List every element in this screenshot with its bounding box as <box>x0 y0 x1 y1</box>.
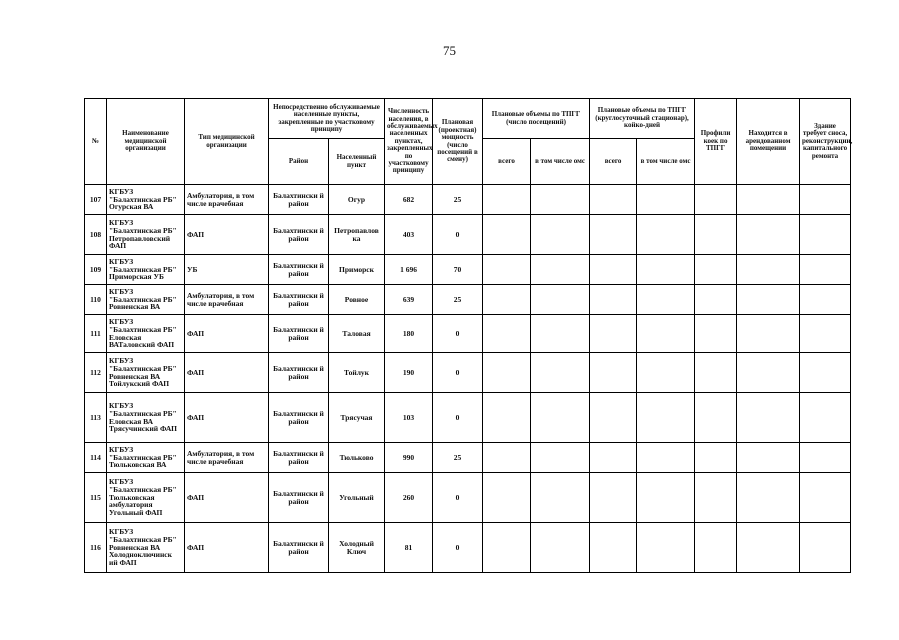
row-visits-oms <box>531 185 590 215</box>
row-visits-oms <box>531 315 590 353</box>
row-building <box>800 443 851 473</box>
row-leased <box>737 285 800 315</box>
row-district: Балахтински й район <box>269 443 329 473</box>
row-settlement: Тойлук <box>329 353 385 393</box>
row-population: 103 <box>385 393 433 443</box>
row-leased <box>737 255 800 285</box>
row-bed-profiles <box>695 523 737 573</box>
header-building: Здание требует сноса, реконструкции, капитального ремонта <box>800 99 851 185</box>
row-population: 403 <box>385 215 433 255</box>
row-visits-oms <box>531 473 590 523</box>
header-beds-oms: в том числе омс <box>637 139 695 185</box>
row-beds-total <box>590 393 637 443</box>
row-beds-oms <box>637 523 695 573</box>
row-population: 1 696 <box>385 255 433 285</box>
row-capacity: 0 <box>433 353 483 393</box>
header-settlement: Населенный пункт <box>329 139 385 185</box>
row-beds-total <box>590 315 637 353</box>
page-number: 75 <box>443 43 456 58</box>
table-row <box>85 215 851 255</box>
row-settlement: Приморск <box>329 255 385 285</box>
row-leased <box>737 523 800 573</box>
row-beds-total <box>590 285 637 315</box>
row-beds-oms <box>637 315 695 353</box>
row-visits-total <box>483 353 531 393</box>
row-district: Балахтински й район <box>269 215 329 255</box>
row-population: 260 <box>385 473 433 523</box>
row-building <box>800 353 851 393</box>
row-bed-profiles <box>695 215 737 255</box>
row-capacity: 25 <box>433 443 483 473</box>
row-district: Балахтински й район <box>269 393 329 443</box>
header-visits-total: всего <box>483 139 531 185</box>
row-org-type: ФАП <box>185 315 269 353</box>
table-row <box>85 523 851 573</box>
row-settlement: Трясучая <box>329 393 385 443</box>
row-leased <box>737 473 800 523</box>
row-leased <box>737 353 800 393</box>
row-org-name: КГБУЗ "Балахтинская РБ" Приморская УБ <box>107 255 185 285</box>
row-org-type: ФАП <box>185 473 269 523</box>
table-row <box>85 393 851 443</box>
row-num: 115 <box>85 473 107 523</box>
row-org-name: КГБУЗ "Балахтинская РБ" Тюльковская ВА <box>107 443 185 473</box>
table-row <box>85 285 851 315</box>
row-district: Балахтински й район <box>269 185 329 215</box>
row-bed-profiles <box>695 473 737 523</box>
row-visits-total <box>483 185 531 215</box>
row-capacity: 0 <box>433 393 483 443</box>
header-org-type: Тип медицинской организации <box>185 99 269 185</box>
row-visits-total <box>483 315 531 353</box>
row-num: 107 <box>85 185 107 215</box>
row-leased <box>737 185 800 215</box>
table-row <box>85 315 851 353</box>
row-capacity: 0 <box>433 523 483 573</box>
header-assigned-points: Непосредственно обслуживаемые населенные пункты, закрепленные по участковому принципу <box>269 99 385 139</box>
header-bed-profiles: Профили коек по ТПГГ <box>695 99 737 185</box>
table-row <box>85 473 851 523</box>
row-bed-profiles <box>695 353 737 393</box>
row-beds-total <box>590 185 637 215</box>
row-beds-oms <box>637 353 695 393</box>
header-district: Район <box>269 139 329 185</box>
row-org-type: УБ <box>185 255 269 285</box>
row-bed-profiles <box>695 393 737 443</box>
row-bed-profiles <box>695 285 737 315</box>
header-org-name: Наименование медицинской организации <box>107 99 185 185</box>
row-bed-profiles <box>695 185 737 215</box>
row-beds-oms <box>637 215 695 255</box>
row-building <box>800 255 851 285</box>
row-population: 81 <box>385 523 433 573</box>
row-capacity: 0 <box>433 315 483 353</box>
row-leased <box>737 315 800 353</box>
row-visits-total <box>483 255 531 285</box>
row-org-name: КГБУЗ "Балахтинская РБ" Еловская ВА Трясучинский ФАП <box>107 393 185 443</box>
row-visits-oms <box>531 255 590 285</box>
row-num: 109 <box>85 255 107 285</box>
row-population: 639 <box>385 285 433 315</box>
row-visits-total <box>483 523 531 573</box>
row-leased <box>737 393 800 443</box>
table-row <box>85 255 851 285</box>
row-leased <box>737 215 800 255</box>
header-num: № <box>85 99 107 185</box>
row-beds-total <box>590 353 637 393</box>
row-district: Балахтински й район <box>269 473 329 523</box>
row-org-name: КГБУЗ "Балахтинская РБ" Еловская ВАТаловский ФАП <box>107 315 185 353</box>
row-beds-total <box>590 215 637 255</box>
row-org-type: ФАП <box>185 215 269 255</box>
row-beds-total <box>590 255 637 285</box>
row-visits-oms <box>531 353 590 393</box>
header-beds-total: всего <box>590 139 637 185</box>
row-building <box>800 215 851 255</box>
row-visits-total <box>483 215 531 255</box>
row-num: 112 <box>85 353 107 393</box>
table-row <box>85 353 851 393</box>
row-bed-profiles <box>695 315 737 353</box>
row-building <box>800 285 851 315</box>
row-bed-profiles <box>695 255 737 285</box>
row-visits-oms <box>531 393 590 443</box>
row-num: 110 <box>85 285 107 315</box>
row-num: 108 <box>85 215 107 255</box>
row-capacity: 70 <box>433 255 483 285</box>
row-visits-oms <box>531 523 590 573</box>
table-row <box>85 443 851 473</box>
row-num: 111 <box>85 315 107 353</box>
row-visits-total <box>483 473 531 523</box>
row-settlement: Таловая <box>329 315 385 353</box>
row-org-name: КГБУЗ "Балахтинская РБ" Петропавловский ФАП <box>107 215 185 255</box>
row-capacity: 25 <box>433 185 483 215</box>
row-settlement: Холодный Ключ <box>329 523 385 573</box>
row-population: 682 <box>385 185 433 215</box>
row-building <box>800 185 851 215</box>
row-beds-oms <box>637 393 695 443</box>
row-district: Балахтински й район <box>269 255 329 285</box>
row-visits-total <box>483 443 531 473</box>
row-population: 990 <box>385 443 433 473</box>
row-visits-oms <box>531 285 590 315</box>
row-building <box>800 315 851 353</box>
row-building <box>800 523 851 573</box>
row-capacity: 0 <box>433 473 483 523</box>
row-beds-oms <box>637 473 695 523</box>
row-settlement: Огур <box>329 185 385 215</box>
header-capacity: Плановая (проектная) мощность (число посещений в смену) <box>433 99 483 185</box>
row-beds-oms <box>637 255 695 285</box>
row-org-type: ФАП <box>185 393 269 443</box>
row-org-name: КГБУЗ "Балахтинская РБ" Ровненская ВА Холодноключинск ий ФАП <box>107 523 185 573</box>
row-num: 113 <box>85 393 107 443</box>
row-visits-oms <box>531 443 590 473</box>
table-header <box>85 99 851 185</box>
row-capacity: 25 <box>433 285 483 315</box>
table-body <box>85 185 851 573</box>
row-beds-oms <box>637 185 695 215</box>
row-building <box>800 473 851 523</box>
row-org-name: КГБУЗ "Балахтинская РБ" Огурская ВА <box>107 185 185 215</box>
row-settlement: Угольный <box>329 473 385 523</box>
table-row <box>85 185 851 215</box>
row-building <box>800 393 851 443</box>
header-leased: Находится в арендованном помещении <box>737 99 800 185</box>
row-district: Балахтински й район <box>269 315 329 353</box>
row-org-name: КГБУЗ "Балахтинская РБ" Тюльковская амбулатория Угольный ФАП <box>107 473 185 523</box>
row-beds-total <box>590 523 637 573</box>
row-org-type: Амбулатория, в том числе врачебная <box>185 185 269 215</box>
row-district: Балахтински й район <box>269 523 329 573</box>
row-capacity: 0 <box>433 215 483 255</box>
row-beds-total <box>590 443 637 473</box>
row-settlement: Тюльково <box>329 443 385 473</box>
row-num: 114 <box>85 443 107 473</box>
row-leased <box>737 443 800 473</box>
row-bed-profiles <box>695 443 737 473</box>
header-visits-oms: в том числе омс <box>531 139 590 185</box>
row-settlement: Петропавлов ка <box>329 215 385 255</box>
medical-organizations-table <box>84 98 851 573</box>
row-org-type: ФАП <box>185 523 269 573</box>
header-plan-visits: Плановые объемы по ТПГГ (число посещений) <box>483 99 590 139</box>
row-population: 190 <box>385 353 433 393</box>
row-org-name: КГБУЗ "Балахтинская РБ" Ровненская ВА Тойлукский ФАП <box>107 353 185 393</box>
row-settlement: Ровное <box>329 285 385 315</box>
row-population: 180 <box>385 315 433 353</box>
row-beds-oms <box>637 443 695 473</box>
row-num: 116 <box>85 523 107 573</box>
row-beds-total <box>590 473 637 523</box>
row-district: Балахтински й район <box>269 285 329 315</box>
row-org-type: Амбулатория, в том числе врачебная <box>185 285 269 315</box>
row-org-type: Амбулатория, в том числе врачебная <box>185 443 269 473</box>
header-plan-beds: Плановые объемы по ТПГГ (круглосуточный стационар), койко-дней <box>590 99 695 139</box>
row-beds-oms <box>637 285 695 315</box>
row-visits-total <box>483 393 531 443</box>
row-visits-oms <box>531 215 590 255</box>
row-district: Балахтински й район <box>269 353 329 393</box>
row-org-name: КГБУЗ "Балахтинская РБ" Ровненская ВА <box>107 285 185 315</box>
row-visits-total <box>483 285 531 315</box>
row-org-type: ФАП <box>185 353 269 393</box>
header-population: Численность населения, в обслуживаемых населенных пунктах, закрепленных по участковому принципу <box>385 99 433 185</box>
